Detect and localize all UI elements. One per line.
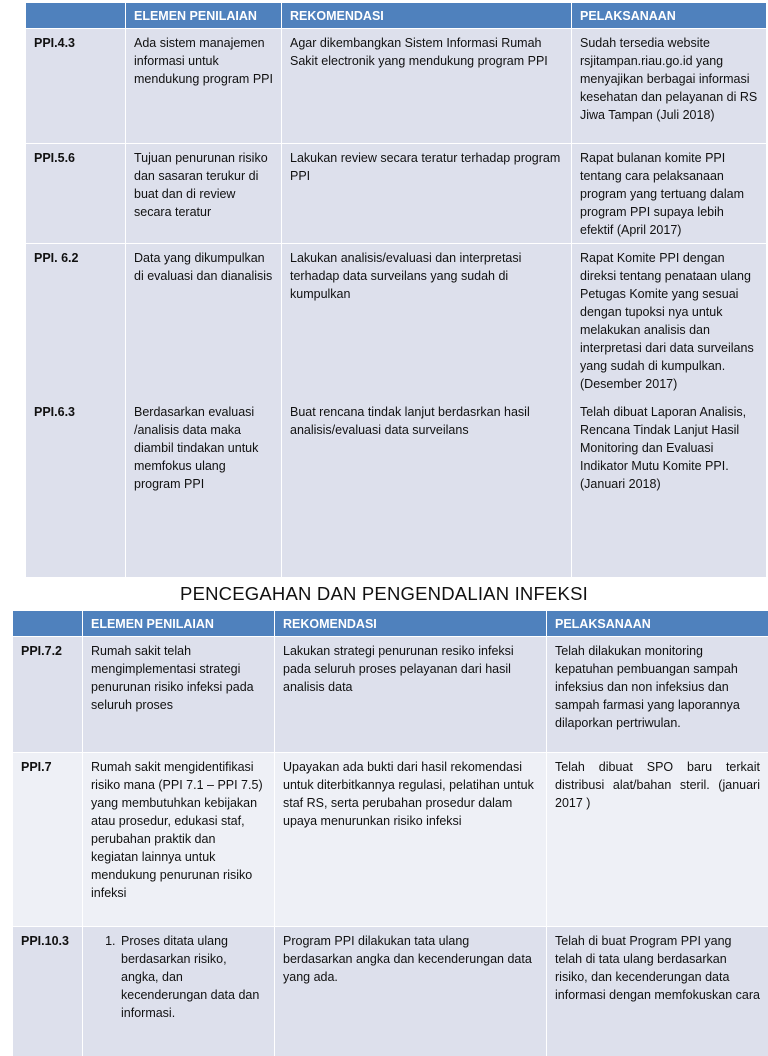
row-pelaksanaan: Telah di buat Program PPI yang telah di tata ulang berdasarkan risiko, dan kecenderungan data informasi dengan memfokuskan cara [547,926,768,1056]
header-elemen: ELEMEN PENILAIAN [83,611,275,636]
table-bottom [13,611,768,1056]
row-elemen: Data yang dikumpulkan di evaluasi dan dianalisis [134,251,273,283]
row-code: PPI.7.2 [13,636,83,752]
row-pelaksanaan: Telah dibuat SPO baru terkait distribusi alat/bahan steril. (januari 2017 ) [547,752,768,926]
table-row [26,28,766,143]
elemen-list [91,932,266,1022]
row-rekomendasi: Lakukan review secara teratur terhadap program PPI [282,143,572,243]
row-elemen: Rumah sakit mengidentifikasi risiko mana (PPI 7.1 – PPI 7.5) yang membutuhkan kebijakan atau prosedur, edukasi staf, perubahan praktik dan kegiatan lainnya untuk mendukung penurunan risiko infeksi [83,752,275,926]
table-row [13,926,768,1056]
row-pelaksanaan-2: Telah dibuat Laporan Analisis, Rencana Tindak Lanjut Hasil Monitoring dan Evaluasi Indikator Mutu Komite PPI. (Januari 2018) [580,405,747,491]
table-row [26,143,766,243]
row-pelaksanaan: Rapat Komite PPI dengan direksi tentang penataan ulang Petugas Komite yang sesuai dengan tupoksi nya untuk melakukan analisis dan interpretasi dari data surveilans yang sudah di kumpulkan. (Desember 2017) [580,251,754,391]
header-elemen: ELEMEN PENILAIAN [126,3,282,28]
row-rekomendasi: Lakukan analisis/evaluasi dan interpretasi terhadap data surveilans yang sudah di kumpulkan [290,251,522,301]
table-row [26,243,766,577]
table-top [26,3,766,577]
header-code [26,3,126,28]
row-code-2: PPI.6.3 [34,405,75,419]
header-pelaksanaan: PELAKSANAAN [547,611,768,636]
row-rekomendasi: Program PPI dilakukan tata ulang berdasarkan angka dan kecenderungan data yang ada. [275,926,547,1056]
row-elemen-2: Berdasarkan evaluasi /analisis data maka diambil tindakan untuk memfokus ulang program PPI [134,405,259,491]
table-row [13,636,768,752]
row-rekomendasi: Agar dikembangkan Sistem Informasi Rumah Sakit electronik yang mendukung program PPI [282,28,572,143]
header-rekomendasi: REKOMENDASI [275,611,547,636]
row-code: PPI.4.3 [26,28,126,143]
header-pelaksanaan: PELAKSANAAN [572,3,766,28]
row-elemen-cell [126,243,282,577]
row-rekomendasi-cell [282,243,572,577]
row-elemen: Rumah sakit telah mengimplementasi strategi penurunan risiko infeksi pada seluruh proses [83,636,275,752]
row-elemen-cell [83,926,275,1056]
row-code-cell [26,243,126,577]
row-code: PPI. 6.2 [34,251,79,265]
row-rekomendasi-2: Buat rencana tindak lanjut berdasrkan hasil analisis/evaluasi data surveilans [290,405,530,437]
list-item: 1. Proses ditata ulang berdasarkan risiko, angka, dan kecenderungan data dan informasi. [119,932,266,1022]
row-elemen: Tujuan penurunan risiko dan sasaran terukur di buat dan di review secara teratur [126,143,282,243]
row-code: PPI.10.3 [13,926,83,1056]
row-pelaksanaan: Sudah tersedia website rsjitampan.riau.go.id yang menyajikan berbagai informasi kesehatan dan pelayanan di RS Jiwa Tampan (Juli 2018) [572,28,766,143]
row-rekomendasi: Lakukan strategi penurunan resiko infeksi pada seluruh proses pelayanan dari hasil analisis data [275,636,547,752]
row-pelaksanaan: Rapat bulanan komite PPI tentang cara pelaksanaan program yang tertuang dalam program PPI supaya lebih efektif (April 2017) [572,143,766,243]
table-header-row [26,3,766,28]
row-rekomendasi: Upayakan ada bukti dari hasil rekomendasi untuk diterbitkannya regulasi, pelatihan untuk staf RS, serta perubahan prosedur dalam upaya menurunkan risiko infeksi [275,752,547,926]
row-pelaksanaan: Telah dilakukan monitoring kepatuhan pembuangan sampah infeksius dan non infeksius dan sampah farmasi yang laporannya dilaporkan pertriwulan. [547,636,768,752]
section-title: PENCEGAHAN DAN PENGENDALIAN INFEKSI [180,583,588,604]
header-code [13,611,83,636]
row-elemen: Ada sistem manajemen informasi untuk mendukung program PPI [126,28,282,143]
table-header-row [13,611,768,636]
row-pelaksanaan-cell [572,243,766,577]
header-rekomendasi: REKOMENDASI [282,3,572,28]
table-row [13,752,768,926]
row-code: PPI.7 [13,752,83,926]
row-code: PPI.5.6 [26,143,126,243]
